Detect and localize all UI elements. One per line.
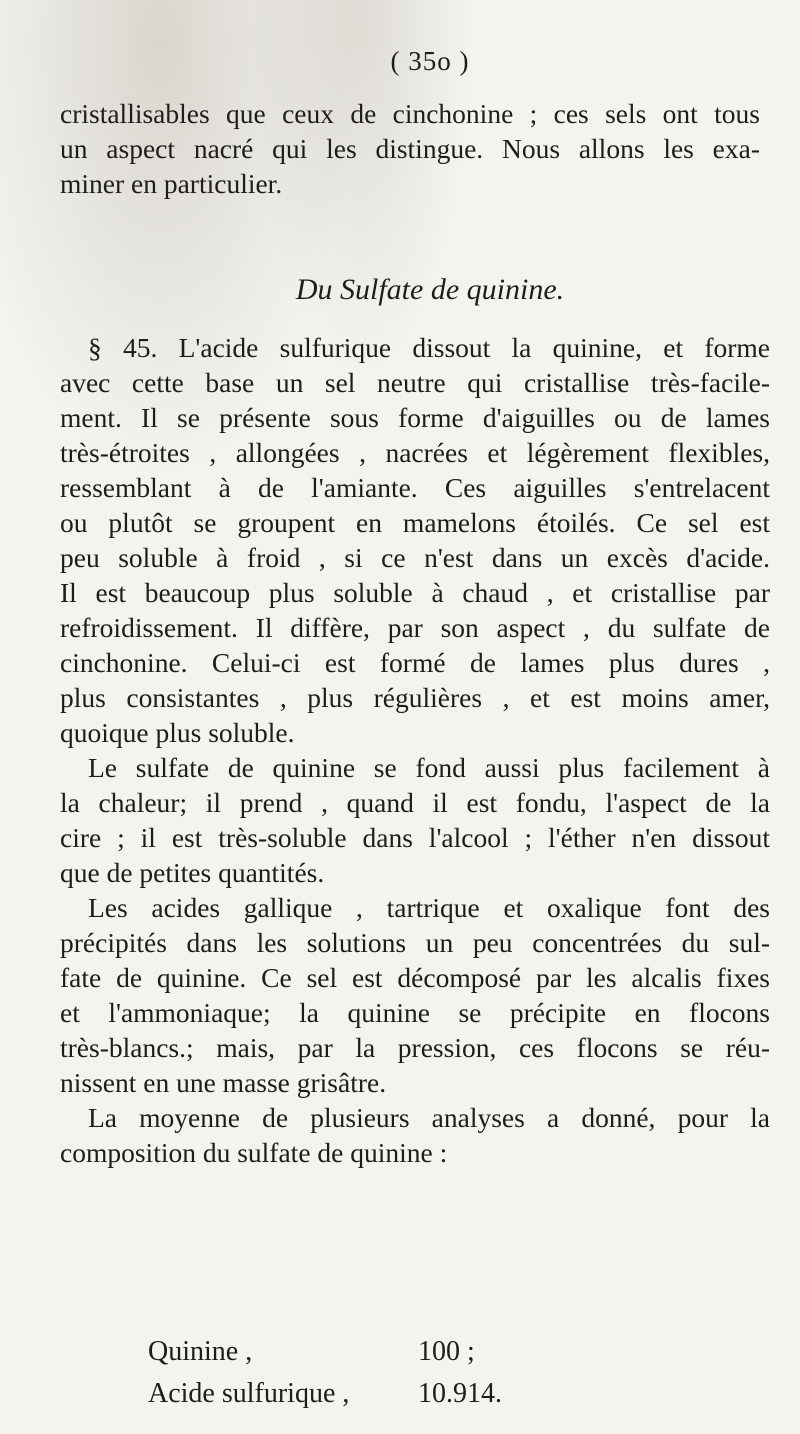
composition-row: [148, 1332, 538, 1374]
text-line: que de petites quantités.: [60, 857, 325, 888]
paragraph-fusion: [60, 750, 770, 890]
composition-table: [148, 1332, 538, 1416]
paragraph-45: [60, 330, 770, 750]
composition-label: Acide sulfurique ,: [148, 1378, 350, 1409]
text-line: avec cette base un sel neutre qui cristallise très-facile-: [60, 367, 770, 398]
text-line: ment. Il se présente sous forme d'aiguilles ou de lames: [60, 402, 770, 433]
paragraph-acids: [60, 890, 770, 1100]
text-line: Il est beaucoup plus soluble à chaud , et cristallise par: [60, 577, 770, 608]
text-line: un aspect nacré qui les distingue. Nous allons les exa-: [60, 133, 760, 164]
text-line: quoique plus soluble.: [60, 717, 295, 748]
composition-row: [148, 1374, 538, 1416]
intro-paragraph: [60, 96, 760, 201]
text-line: La moyenne de plusieurs analyses a donné, pour la: [88, 1102, 770, 1133]
text-line: § 45. L'acide sulfurique dissout la quinine, et forme: [88, 332, 770, 363]
text-line: Le sulfate de quinine se fond aussi plus facilement à: [88, 752, 770, 783]
text-line: plus consistantes , plus régulières , et est moins amer,: [60, 682, 770, 713]
text-line: très-blancs.; mais, par la pression, ces flocons se réu-: [60, 1032, 770, 1063]
text-line: miner en particulier.: [60, 168, 283, 199]
text-line: cinchonine. Celui-ci est formé de lames plus dures ,: [60, 647, 770, 678]
text-line: peu soluble à froid , si ce n'est dans un excès d'acide.: [60, 542, 770, 573]
text-line: très-étroites , allongées , nacrées et légèrement flexibles,: [60, 437, 770, 468]
text-line: ou plutôt se groupent en mamelons étoilés. Ce sel est: [60, 507, 770, 538]
text-line: refroidissement. Il diffère, par son aspect , du sulfate de: [60, 612, 770, 643]
text-line: cire ; il est très-soluble dans l'alcool ; l'éther n'en dissout: [60, 822, 770, 853]
text-line: la chaleur; il prend , quand il est fondu, l'aspect de la: [60, 787, 770, 818]
text-line: nissent en une masse grisâtre.: [60, 1067, 387, 1098]
composition-label: Quinine ,: [148, 1336, 253, 1367]
section-heading: Du Sulfate de quinine.: [295, 273, 565, 306]
page-number: ( 35o ): [390, 46, 470, 76]
composition-value: 100 ;: [418, 1336, 475, 1367]
text-line: et l'ammoniaque; la quinine se précipite en flocons: [60, 997, 770, 1028]
text-line: Les acides gallique , tartrique et oxalique font des: [88, 892, 770, 923]
section-body: [60, 330, 770, 1170]
text-line: ressemblant à de l'amiante. Ces aiguilles s'entrelacent: [60, 472, 770, 503]
paragraph-analysis: [60, 1100, 770, 1170]
text-line: fate de quinine. Ce sel est décomposé par les alcalis fixes: [60, 962, 770, 993]
composition-value: 10.914.: [418, 1378, 502, 1409]
text-line: cristallisables que ceux de cinchonine ; ces sels ont tous: [60, 98, 760, 129]
text-line: précipités dans les solutions un peu concentrées du sul-: [60, 927, 770, 958]
text-line: composition du sulfate de quinine :: [60, 1137, 448, 1168]
